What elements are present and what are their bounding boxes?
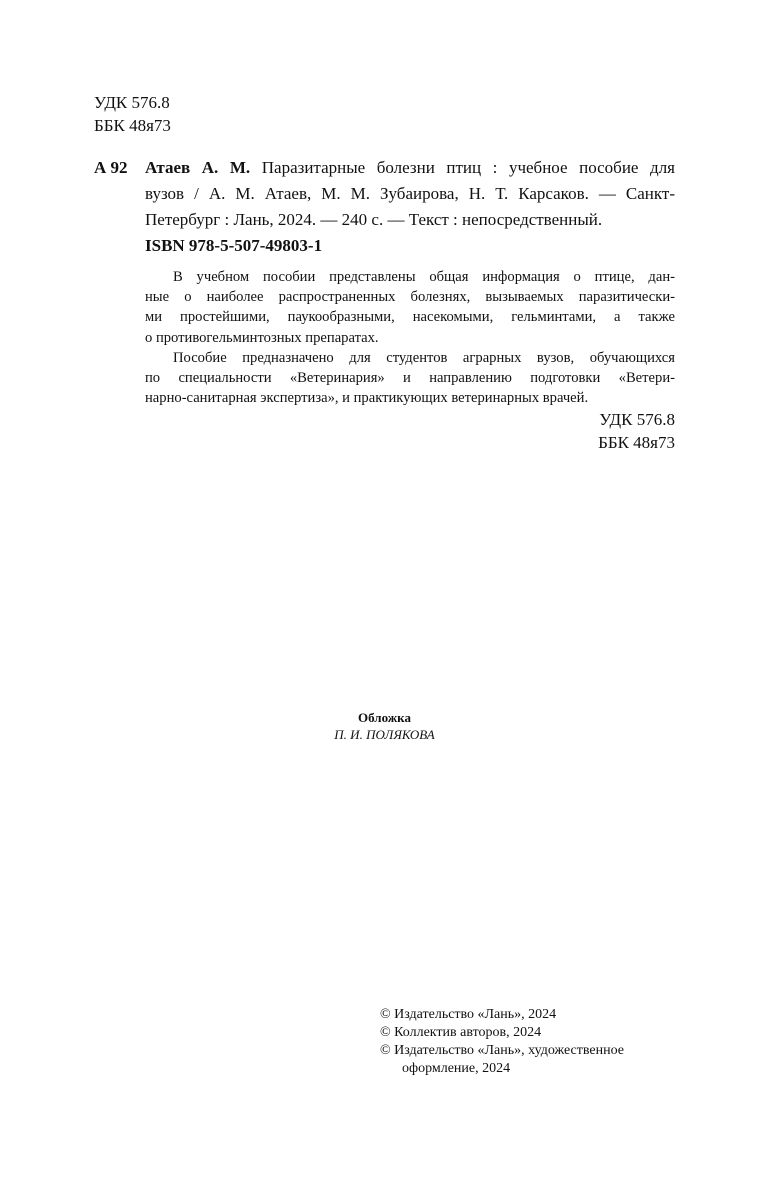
annotation-p2-line-2: по специальности «Ветеринария» и направлению подготовки «Ветери-	[145, 370, 675, 387]
author-sign: А 92	[94, 158, 128, 177]
copyright-block	[380, 1006, 624, 1078]
cover-designer: П. И. ПОЛЯКОВА	[334, 727, 435, 742]
classification-bottom	[598, 408, 675, 454]
cover-credit	[0, 709, 769, 743]
copyright-line: © Издательство «Лань», художественное	[380, 1043, 624, 1058]
udk-code: УДК 576.8	[94, 93, 170, 112]
copyright-line: © Коллектив авторов, 2024	[380, 1025, 542, 1040]
annotation-p1-line-4: о противогельминтозных препаратах.	[145, 329, 379, 346]
bbk-code: ББК 48я73	[94, 116, 171, 135]
annotation-p1-line-2: ные о наиболее распространенных болезнях, вызываемых паразитически-	[145, 289, 675, 306]
annotation	[145, 267, 675, 408]
entry-line-3: Петербург : Лань, 2024. — 240 с. — Текст : непосредственный.	[145, 210, 603, 229]
bibliographic-description	[145, 155, 675, 233]
copyright-line: © Издательство «Лань», 2024	[380, 1007, 557, 1022]
isbn: ISBN 978-5-507-49803-1	[145, 236, 323, 255]
entry-line-2: вузов / А. М. Атаев, М. М. Зубаирова, Н. Т. Карсаков. — Санкт-	[145, 184, 675, 203]
author-name: Атаев А. М.	[145, 158, 251, 177]
bbk-code: ББК 48я73	[598, 433, 675, 452]
classification-top	[94, 91, 171, 137]
bibliographic-entry	[94, 155, 675, 233]
entry-title: Паразитарные болезни птиц : учебное пособие для	[261, 158, 675, 177]
annotation-p1-line-3: ми простейшими, паукообразными, насекомыми, гельминтами, а также	[145, 309, 675, 326]
cover-label: Обложка	[358, 710, 411, 725]
entry-line-1	[145, 155, 675, 181]
annotation-p2-line-3: нарно-санитарная экспертиза», и практикующих ветеринарных врачей.	[145, 390, 589, 407]
copyright-line: оформление, 2024	[402, 1061, 511, 1076]
annotation-p2-line-1: Пособие предназначено для студентов аграрных вузов, обучающихся	[173, 349, 675, 366]
udk-code: УДК 576.8	[599, 410, 675, 429]
annotation-p1-line-1: В учебном пособии представлены общая информация о птице, дан-	[173, 269, 675, 285]
